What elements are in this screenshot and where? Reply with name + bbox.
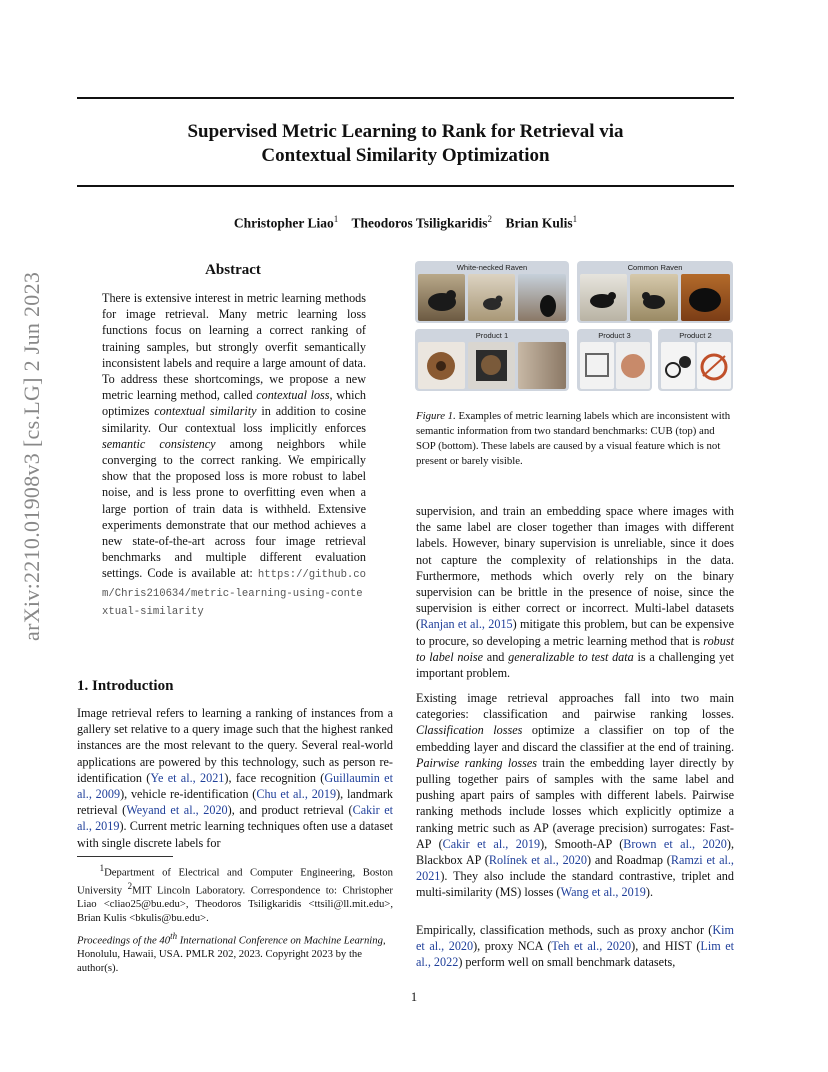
cub-group-right bbox=[577, 261, 733, 323]
top-rule bbox=[77, 97, 734, 99]
citation-link[interactable]: Weyand et al., 2020 bbox=[126, 803, 228, 818]
raven-photo bbox=[681, 274, 730, 321]
sop-group-right bbox=[658, 329, 733, 391]
citation-link[interactable]: Rolínek et al., 2020 bbox=[488, 853, 587, 868]
raven-photo bbox=[518, 274, 566, 321]
figure-1 bbox=[415, 261, 733, 391]
figure-label: Product 2 bbox=[679, 331, 712, 340]
product-photo bbox=[580, 342, 614, 389]
citation-link[interactable]: Chu et al., 2019 bbox=[256, 787, 337, 802]
arxiv-identifier: arXiv:2210.01908v3 [cs.LG] 2 Jun 2023 bbox=[19, 271, 44, 641]
citation-link[interactable]: Lim et al., 2022 bbox=[416, 939, 735, 970]
page-number: 1 bbox=[410, 990, 418, 1004]
author-name: Christopher Liao bbox=[233, 215, 334, 231]
title-bottom-rule bbox=[77, 185, 734, 187]
section-heading-introduction: 1. Introduction bbox=[77, 678, 174, 694]
figure-label: White-necked Raven bbox=[456, 263, 528, 272]
raven-photo bbox=[630, 274, 678, 321]
proceedings-note: Proceedings of the 40th International Conference on Machine Learning, Honolulu, Hawaii, USA. PMLR 202, 2023. Copyright 2023 by the author(s). bbox=[77, 931, 386, 974]
abstract-body: There is extensive interest in metric learning methods for image retrieval. Many metric learning loss functions focus on learning a correct ranking of training samples, but strongly overfit semantically inconsistent labels and require a large amount of data. To address these shortcomings, we propose a new metric learning method, called contextual loss, which optimizes contextual similarity in addition to cosine similarity. Our contextual loss implicitly enforces semantic consistency among neighbors while converging to the correct ranking. We empirically show that the proposed loss is more robust to label noise, and is less prone to overfitting even when a large portion of train data is withheld. Extensive experiments demonstrate that our method achieves a new state-of-the-art across four image retrieval benchmarks and multiple different evaluation settings. Code is available at: https://github.com/Chris210634/metric-learning-using-contextual-similarity bbox=[102, 291, 367, 618]
author-affiliation: 1 bbox=[572, 214, 578, 224]
code-link[interactable]: https://github.com/Chris210634/metric-learning-using-contextual-similarity bbox=[102, 569, 366, 618]
raven-photo bbox=[580, 274, 627, 321]
citation-link[interactable]: Cakir et al., 2019 bbox=[77, 803, 394, 834]
citation-link[interactable]: Teh et al., 2020 bbox=[551, 939, 632, 954]
right-paragraph-1: supervision, and train an embedding space where images with the same label are closer together than images with different labels. However, binary supervision is unreliable, since it does not capture the complexity of relationships in the data. Furthermore, methods which overly rely on the binary supervision can be brittle in the presence of noise, since the supervision is either correct or incorrect. Multi-label datasets (Ranjan et al., 2015) mitigate this problem, but can be expensive to procure, so developing a metric learning method that is robust to label noise and generalizable to test data is a challenging yet important problem. bbox=[416, 504, 734, 681]
sop-group-middle bbox=[577, 329, 652, 391]
citation-link[interactable]: Cakir et al., 2019 bbox=[442, 836, 541, 851]
cub-group-left bbox=[415, 261, 569, 323]
author-name: Brian Kulis bbox=[505, 215, 573, 231]
product-photo bbox=[518, 342, 566, 389]
abstract-heading: Abstract bbox=[205, 262, 261, 278]
author-list bbox=[77, 214, 734, 232]
figure-label: Product 1 bbox=[475, 331, 509, 340]
citation-link[interactable]: Kim et al., 2020 bbox=[416, 923, 734, 954]
citation-link[interactable]: Ramzi et al., 2021 bbox=[416, 853, 734, 884]
right-paragraph-2: Existing image retrieval approaches fall into two main categories: classification and pairwise ranking losses. Classification losses optimize a classifier on top of the embedding layer and discard the classifier at the end of training. Pairwise ranking losses train the embedding layer directly by pulling together pairs of samples with the same label and pushing apart pairs of samples with different labels. Pairwise ranking methods include losses which explicitly optimize a ranking metric such as AP (average precision) surrogates: Fast-AP (Cakir et al., 2019), Smooth-AP (Brown et al., 2020), Blackbox AP (Rolínek et al., 2020) and Roadmap (Ramzi et al., 2021). They also include the standard contrastive, triplet and multi-similarity (MS) losses (Wang et al., 2019). bbox=[416, 691, 734, 900]
product-photo bbox=[661, 342, 695, 389]
author-name: Theodoros Tsiligkaridis bbox=[351, 215, 488, 231]
title-line-1: Supervised Metric Learning to Rank for Retrieval via bbox=[187, 121, 624, 142]
product-photo bbox=[418, 342, 465, 389]
author-affiliation: 1 bbox=[333, 214, 339, 224]
citation-link[interactable]: Wang et al., 2019 bbox=[560, 885, 646, 900]
raven-photo bbox=[468, 274, 515, 321]
author-affiliation: 2 bbox=[487, 214, 492, 224]
paper-title bbox=[77, 120, 734, 168]
product-photo bbox=[468, 342, 515, 389]
sop-group-left bbox=[415, 329, 569, 391]
citation-link[interactable]: Brown et al., 2020 bbox=[623, 836, 727, 851]
right-paragraph-3: Empirically, classification methods, such as proxy anchor (Kim et al., 2020), proxy NCA (Teh et al., 2020), and HIST (Lim et al., 2022) perform well on small benchmark datasets, bbox=[416, 923, 735, 970]
figure-1-caption: Figure 1. Examples of metric learning labels which are inconsistent with semantic information from two standard benchmarks: CUB (top) and SOP (bottom). These labels are caused by a visual feature which is not present or barely visible. bbox=[416, 410, 731, 467]
footnote-rule bbox=[77, 856, 173, 857]
introduction-body: Image retrieval refers to learning a ranking of instances from a gallery set relative to a query image such that the highest ranked instances are the most relevant to the query. Several real-world applications are powered by this technology, such as person re-identification (Ye et al., 2021), face recognition (Guillaumin et al., 2009), vehicle re-identification (Chu et al., 2019), landmark retrieval (Weyand et al., 2020), and product retrieval (Cakir et al., 2019). Current metric learning techniques often use a dataset with single discrete labels for bbox=[77, 706, 394, 850]
citation-link[interactable]: Ranjan et al., 2015 bbox=[420, 617, 513, 632]
title-line-2: Contextual Similarity Optimization bbox=[261, 145, 550, 166]
citation-link[interactable]: Ye et al., 2021 bbox=[150, 770, 225, 785]
product-photo bbox=[697, 342, 731, 389]
product-photo bbox=[616, 342, 650, 389]
figure-caption-label: Figure 1. bbox=[416, 410, 456, 422]
figure-label: Common Raven bbox=[627, 263, 683, 272]
citation-link[interactable]: Guillaumin et al., 2009 bbox=[77, 770, 393, 802]
raven-photo bbox=[418, 274, 465, 321]
footnote-affiliations: $^1$Department of Electrical and Computer Engineering, Boston University $^2$MIT Lincoln Laboratory. Correspondence to: Christopher Liao <cliao25@bu.edu>, Theodoros Tsiligkaridis <ttsili@ll.mit.edu>, Brian Kulis <bkulis@bu.edu>. bbox=[77, 863, 393, 924]
figure-label: Product 3 bbox=[598, 331, 631, 340]
